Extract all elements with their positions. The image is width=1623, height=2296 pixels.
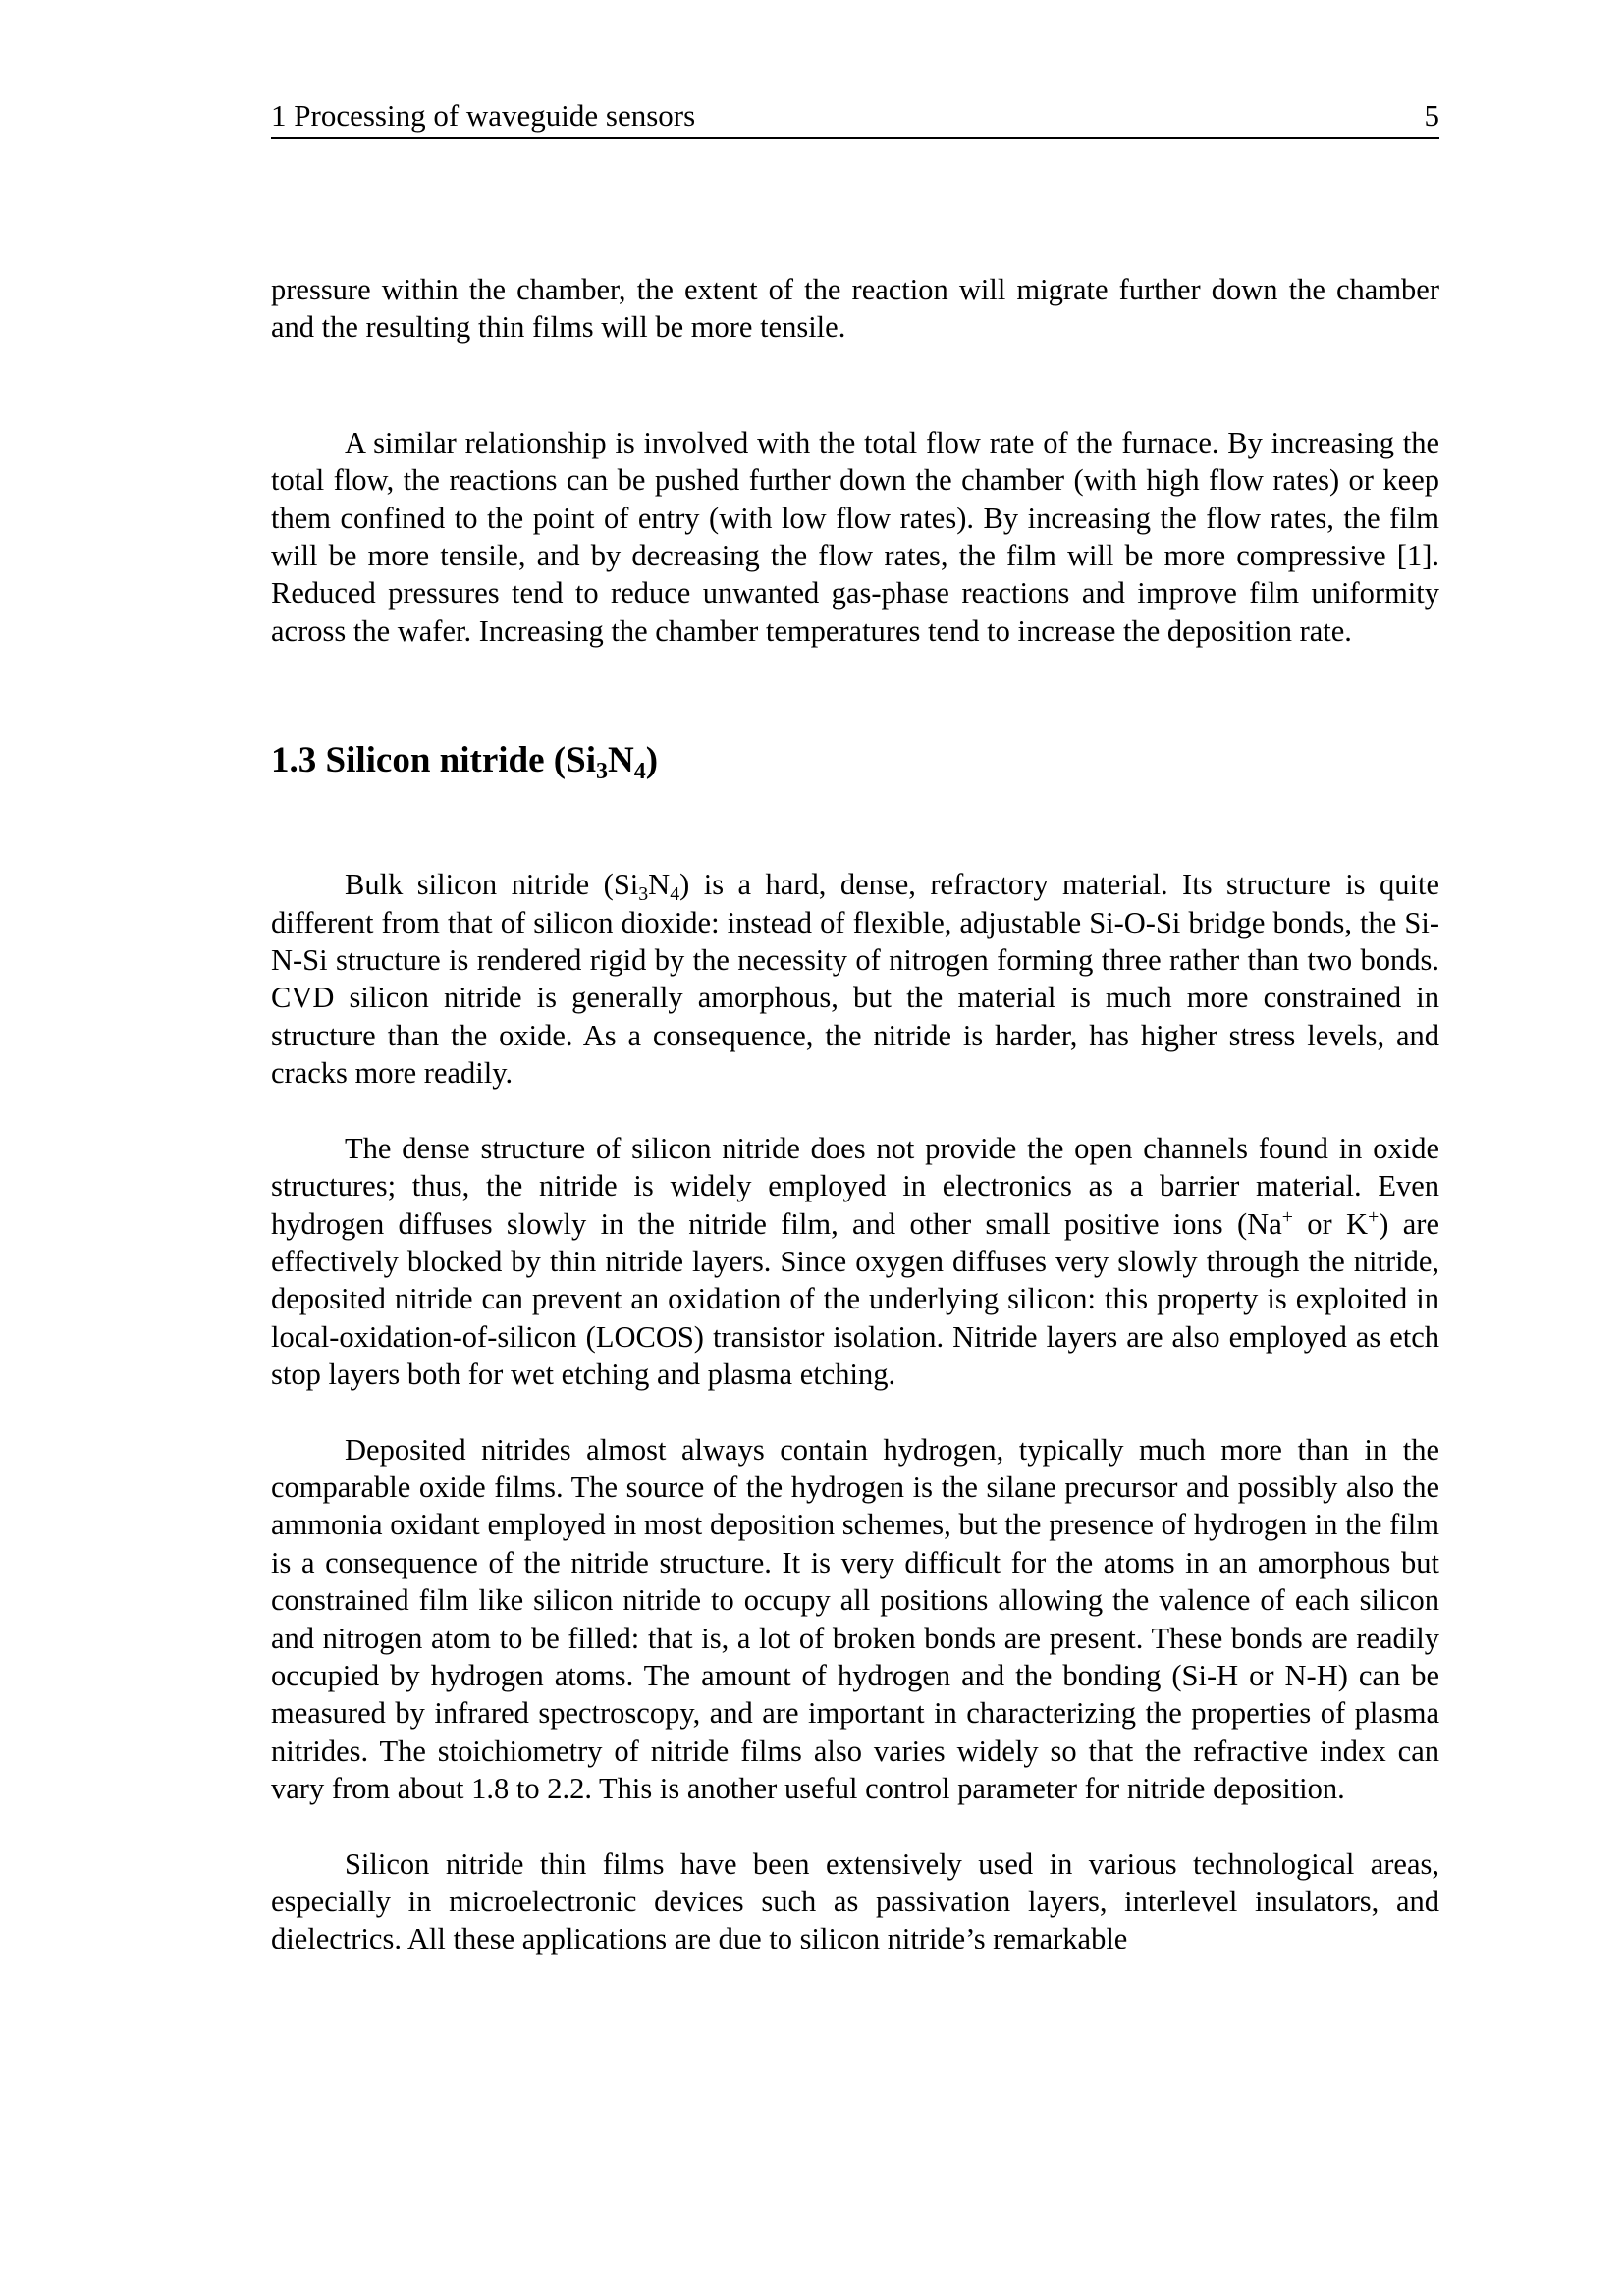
bulk-sub-3: 3 — [638, 883, 649, 906]
section-heading-suffix: ) — [645, 740, 659, 781]
paragraph-continued: pressure within the chamber, the extent of the reaction will migrate further down the chamber and the resulting thin films will be more tensile. — [271, 273, 1439, 345]
paragraph-dense-structure — [271, 1130, 1439, 1394]
paragraph-flow-rate: A similar relationship is involved with the total flow rate of the furnace. By increasing the total flow, the reactions can be pushed further down the chamber (with high flow rates) or keep them confined to the point of entry (with low flow rates). By increasing the flow rates, the film will be more tensile, and by decreasing the flow rates, the film will be more compressive [1]. Reduced pressures tend to reduce unwanted gas-phase reactions and improve film uniformity across the wafer. Increasing the chamber temperatures tend to increase the deposition rate. — [271, 425, 1439, 648]
paragraph-applications: Silicon nitride thin films have been extensively used in various technological areas, especially in microelectronic devices such as passivation layers, interlevel insulators, and dielectrics. All these applications are due to silicon nitride’s remarkable — [271, 1846, 1439, 1956]
dense-text-e: ) are effectively blocked by thin nitride layers. Since oxygen diffuses very slowly through the nitride, deposited nitride can prevent an oxidation of the underlying silicon: this property is exploited in local-oxidation-of-silicon (LOCOS) transistor isolation. Nitride layers are also employed as etch stop layers both for wet etching and plasma etching. — [271, 1206, 1440, 1392]
section-heading — [271, 739, 1439, 785]
bulk-text-e: ) is a hard, dense, refractory material. Its structure is quite different from that of silicon dioxide: instead of flexible, adjustable Si-O-Si bridge bonds, the Si-N-Si structure is rendered rigid by the necessity of nitrogen forming three rather than two bonds. CVD silicon nitride is generally amorphous, but the material is much more constrained in structure than the oxide. As a consequence, the nitride is harder, has higher stress levels, and cracks more readily. — [271, 868, 1439, 1091]
bulk-text-a: Bulk silicon nitride (Si — [345, 868, 639, 902]
page — [271, 98, 1439, 1958]
chapter-title: 1 Processing of waveguide sensors — [271, 98, 696, 133]
dense-text-a: The dense structure of silicon nitride does not provide the open channels found in oxide structures; thus, the nitride is widely employed in electronics as a barrier material. Even hydrogen diffuses slowly in the nitride film, and other small positive ions (Na — [271, 1131, 1439, 1241]
paragraph-bulk-nitride — [271, 866, 1439, 1092]
running-header — [271, 98, 1439, 139]
section-heading-prefix: 1.3 Silicon nitride (Si — [271, 740, 596, 781]
section-heading-sub-3: 3 — [595, 759, 609, 785]
bulk-text-c: N — [648, 868, 671, 902]
section-heading-sub-4: 4 — [633, 759, 646, 785]
dense-text-c: or K — [1292, 1206, 1369, 1241]
section-heading-mid: N — [608, 740, 634, 781]
page-number: 5 — [1424, 98, 1439, 133]
dense-sup-na: + — [1281, 1205, 1293, 1228]
bulk-sub-4: 4 — [670, 883, 680, 906]
dense-sup-k: + — [1368, 1205, 1380, 1228]
paragraph-hydrogen: Deposited nitrides almost always contain hydrogen, typically much more than in the comparable oxide films. The source of the hydrogen is the silane precursor and possibly also the ammonia oxidant employed in most deposition schemes, but the presence of hydrogen in the film is a consequence of the nitride structure. It is very difficult for the atoms in an amorphous but constrained film like silicon nitride to occupy all positions allowing the valence of each silicon and nitrogen atom to be filled: that is, a lot of broken bonds are present. These bonds are readily occupied by hydrogen atoms. The amount of hydrogen and the bonding (Si-H or N-H) can be measured by infrared spectroscopy, and are important in characterizing the properties of plasma nitrides. The stoichiometry of nitride films also varies widely so that the refractive index can vary from about 1.8 to 2.2. This is another useful control parameter for nitride deposition. — [271, 1432, 1439, 1806]
